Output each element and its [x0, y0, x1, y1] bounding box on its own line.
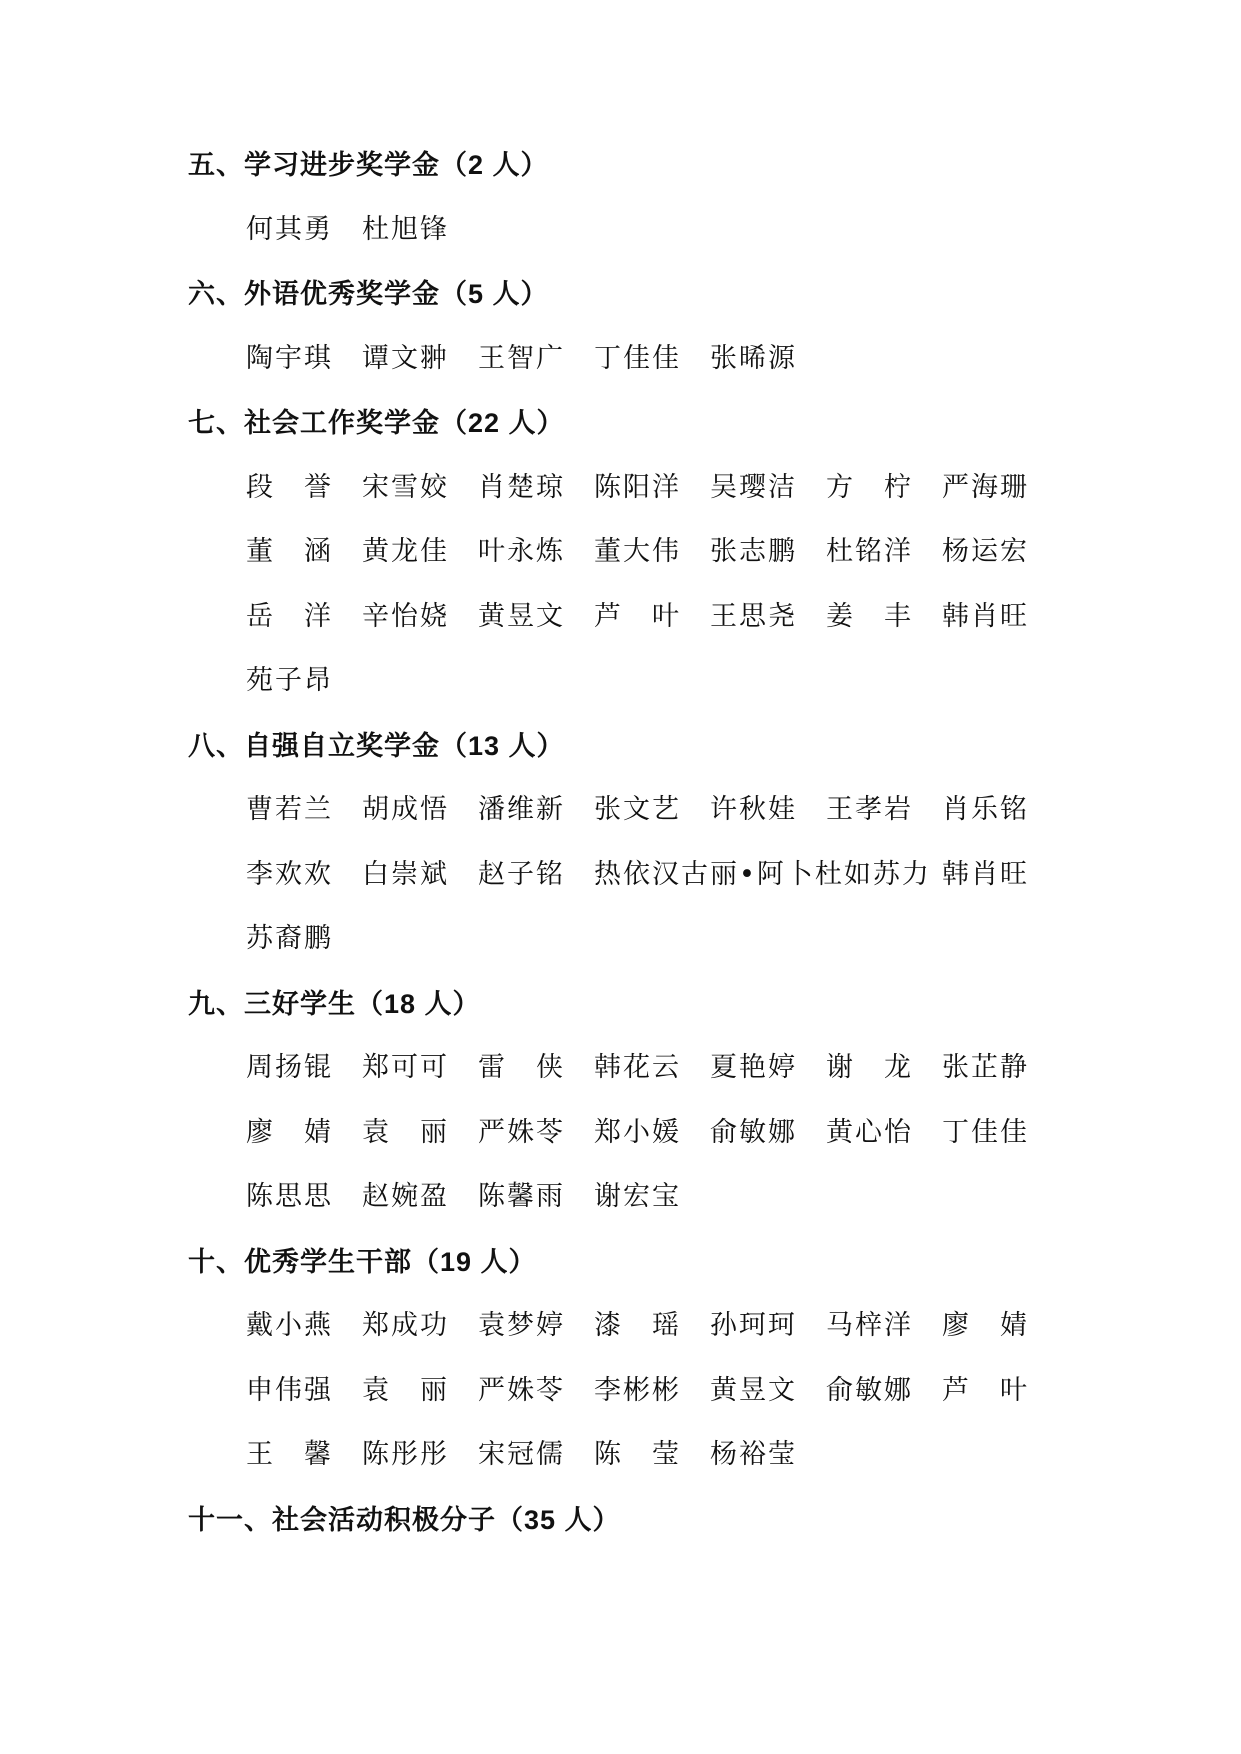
student-name: 芦 叶 [942, 1374, 1029, 1406]
section-count: （22 人） [440, 408, 565, 438]
student-name: 丁佳佳 [594, 342, 681, 374]
student-name: 肖乐铭 [942, 794, 1029, 825]
student-name: 苏裔鹏 [246, 923, 333, 954]
student-name: 辛怡娆 [362, 600, 449, 632]
section-heading [188, 1244, 537, 1281]
student-name: 赵子铭 [478, 858, 565, 890]
student-name: 李彬彬 [594, 1374, 681, 1406]
student-name: 严海珊 [942, 471, 1029, 503]
section-title: 九、三好学生 [188, 988, 356, 1020]
section-heading [188, 405, 565, 442]
student-name: 郑可可 [362, 1052, 449, 1083]
section-heading [188, 1502, 621, 1539]
student-name: 黄龙佳 [362, 536, 449, 567]
student-name: 廖 婧 [246, 1116, 333, 1148]
student-name: 许秋娃 [710, 794, 797, 825]
student-name: 郑成功 [362, 1310, 449, 1341]
student-name: 王思尧 [710, 600, 797, 632]
student-name: 孙珂珂 [710, 1310, 797, 1341]
student-name: 陈阳洋 [594, 471, 681, 503]
section-title: 五、学习进步奖学金 [188, 150, 440, 181]
student-name: 杨裕莹 [710, 1439, 797, 1470]
section-count: （18 人） [356, 988, 481, 1019]
student-name: 俞敏娜 [826, 1374, 913, 1406]
student-name: 赵婉盈 [362, 1181, 449, 1212]
student-name: 董大伟 [594, 536, 681, 567]
student-name: 张文艺 [594, 794, 681, 825]
student-name: 张芷静 [942, 1052, 1029, 1083]
student-name: 热依汉古丽•阿卜杜如苏力 [594, 858, 931, 890]
student-name: 潘维新 [478, 794, 565, 825]
student-name: 郑小媛 [594, 1116, 681, 1148]
student-name: 周扬锟 [246, 1052, 333, 1083]
student-name: 韩肖旺 [942, 858, 1029, 890]
section-title: 十一、社会活动积极分子 [188, 1504, 496, 1536]
student-name: 胡成悟 [362, 794, 449, 825]
student-name: 黄昱文 [478, 600, 565, 632]
student-name: 岳 洋 [246, 600, 333, 632]
student-name: 董 涵 [246, 536, 333, 567]
student-name: 王孝岩 [826, 794, 913, 825]
student-name: 马梓洋 [826, 1310, 913, 1341]
student-name: 陈思思 [246, 1181, 333, 1212]
student-name: 杨运宏 [942, 536, 1029, 567]
student-name: 张晞源 [710, 342, 797, 374]
student-name: 宋冠儒 [478, 1439, 565, 1470]
section-count: （35 人） [496, 1504, 621, 1535]
student-name: 黄昱文 [710, 1374, 797, 1406]
student-name: 曹若兰 [246, 794, 333, 825]
student-name: 陈彤彤 [362, 1439, 449, 1470]
student-name: 张志鹏 [710, 536, 797, 567]
student-name: 谢 龙 [826, 1052, 913, 1083]
student-name: 芦 叶 [594, 600, 681, 632]
student-name: 陈 莹 [594, 1439, 681, 1470]
student-name: 漆 瑶 [594, 1310, 681, 1341]
student-name: 吴璎洁 [710, 471, 797, 503]
student-name: 杜旭锋 [362, 213, 449, 245]
student-name: 袁 丽 [362, 1374, 449, 1406]
section-count: （13 人） [440, 730, 565, 761]
student-name: 丁佳佳 [942, 1116, 1029, 1148]
student-name: 韩肖旺 [942, 600, 1029, 632]
student-name: 袁 丽 [362, 1116, 449, 1148]
student-name: 白崇斌 [362, 858, 449, 890]
student-name: 袁梦婷 [478, 1310, 565, 1341]
student-name: 肖楚琼 [478, 471, 565, 503]
student-name: 雷 侠 [478, 1052, 565, 1083]
student-name: 杜铭洋 [826, 536, 913, 567]
section-heading [188, 276, 549, 313]
section-heading [188, 728, 565, 765]
student-name: 戴小燕 [246, 1310, 333, 1341]
student-name: 廖 婧 [942, 1310, 1029, 1341]
section-count: （5 人） [440, 279, 549, 309]
student-name: 俞敏娜 [710, 1116, 797, 1148]
student-name: 夏艳婷 [710, 1052, 797, 1083]
student-name: 宋雪姣 [362, 471, 449, 503]
section-heading [188, 147, 549, 184]
student-name: 苑子昂 [246, 665, 333, 696]
student-name: 段 誉 [246, 471, 333, 503]
student-name: 王智广 [478, 342, 565, 374]
student-name: 谭文翀 [362, 342, 449, 374]
student-name: 严姝苓 [478, 1374, 565, 1406]
student-name: 陈馨雨 [478, 1181, 565, 1212]
student-name: 申伟强 [246, 1374, 333, 1406]
student-name: 李欢欢 [246, 858, 333, 890]
student-name: 何其勇 [246, 213, 333, 245]
section-title: 七、社会工作奖学金 [188, 408, 440, 439]
student-name: 黄心怡 [826, 1116, 913, 1148]
section-title: 八、自强自立奖学金 [188, 730, 440, 762]
section-title: 六、外语优秀奖学金 [188, 279, 440, 310]
student-name: 严姝苓 [478, 1116, 565, 1148]
section-title: 十、优秀学生干部 [188, 1246, 412, 1278]
student-name: 谢宏宝 [594, 1181, 681, 1212]
student-name: 王 馨 [246, 1439, 333, 1470]
section-count: （19 人） [412, 1246, 537, 1277]
student-name: 韩花云 [594, 1052, 681, 1083]
student-name: 叶永炼 [478, 536, 565, 567]
student-name: 陶宇琪 [246, 342, 333, 374]
section-heading [188, 986, 481, 1023]
student-name: 方 柠 [826, 471, 913, 503]
student-name: 姜 丰 [826, 600, 913, 632]
section-count: （2 人） [440, 150, 549, 180]
